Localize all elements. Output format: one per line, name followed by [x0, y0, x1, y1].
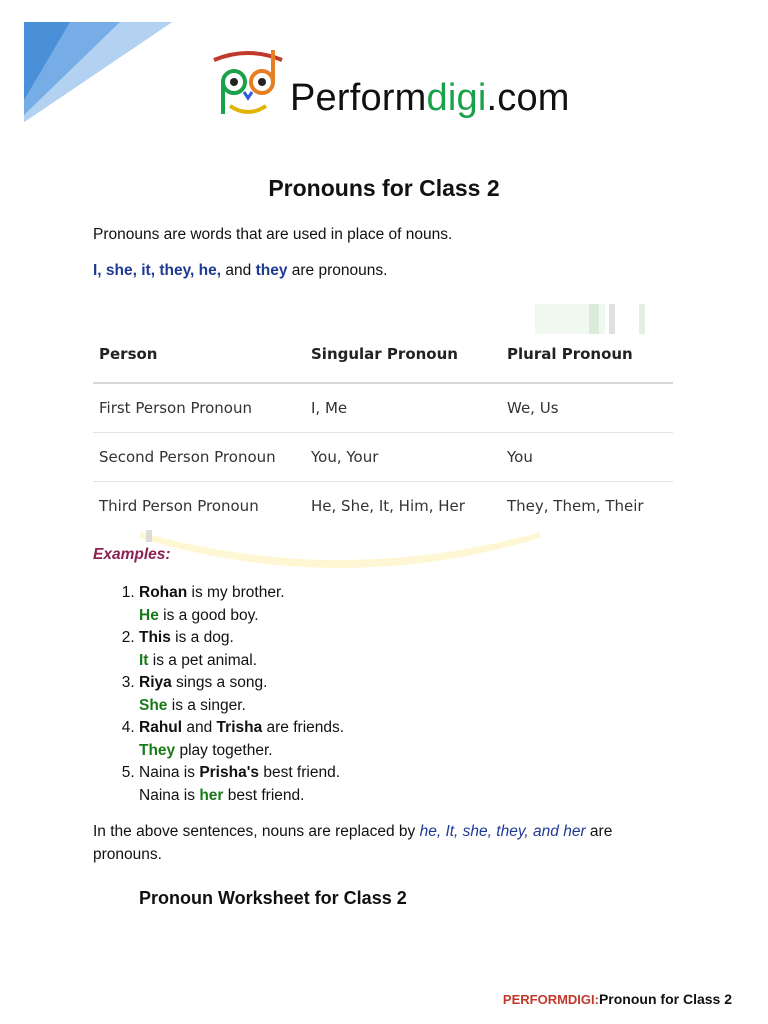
page-footer: PERFORMDIGI:Pronoun for Class 2 [502, 991, 732, 1007]
table-cell: I, Me [305, 383, 501, 433]
example-segment: Prisha's [199, 764, 260, 781]
example-segment: best friend. [223, 786, 305, 804]
table-cell: He, She, It, Him, Her [311, 497, 465, 515]
example-segment: is a singer. [167, 696, 246, 714]
example-segment: It [139, 651, 149, 669]
table-row [93, 433, 673, 482]
table-cell: You [501, 433, 673, 482]
table-cell: We, Us [501, 383, 673, 433]
table-cell: First Person Pronoun [93, 383, 305, 433]
example-segment: sings a song. [171, 674, 268, 691]
page-title: Pronouns for Class 2 [268, 175, 500, 201]
table-row [93, 482, 673, 531]
examples-list [93, 582, 344, 807]
example-segment: is a good boy. [158, 606, 259, 624]
pronoun-list-text: I, she, it, they, he, and they are pronouns. [93, 262, 388, 279]
example-segment: play together. [175, 741, 273, 759]
example-segment: is a dog. [170, 629, 234, 646]
example-line [139, 740, 344, 763]
example-line [139, 627, 344, 650]
example-line [139, 650, 344, 673]
list-item [139, 672, 344, 717]
example-segment: is a pet animal. [148, 651, 258, 669]
logo-text: Performdigi.com [290, 77, 570, 119]
example-line [139, 695, 344, 718]
table-cell: They, Them, Their [507, 497, 644, 515]
example-segment: and [182, 719, 217, 736]
site-logo[interactable] [208, 42, 570, 122]
example-segment: are friends. [262, 719, 345, 736]
summary-text: In the above sentences, nouns are replaced by he, It, she, they, and her are pronouns. [93, 823, 613, 863]
list-item [139, 762, 344, 807]
examples-label: Examples: [93, 546, 171, 563]
example-line [139, 582, 344, 605]
example-segment: He [139, 606, 159, 624]
list-item [139, 627, 344, 672]
example-segment: Rahul [139, 719, 183, 736]
example-line [139, 672, 344, 695]
intro-text: Pronouns are words that are used in place of nouns. [93, 226, 453, 243]
pronoun-table [93, 326, 673, 530]
table-header: Singular Pronoun [305, 326, 501, 383]
example-segment: She [139, 696, 168, 714]
example-line [139, 605, 344, 628]
table-header-row [93, 326, 673, 383]
example-segment: Riya [139, 674, 172, 691]
table-cell: You, Your [305, 433, 501, 482]
table-cell: Second Person Pronoun [93, 433, 305, 482]
table-header: Person [93, 326, 305, 383]
list-item [139, 582, 344, 627]
example-segment: They [139, 741, 176, 759]
worksheet-heading: Pronoun Worksheet for Class 2 [139, 888, 407, 908]
pd-face-logo-icon [208, 42, 288, 122]
corner-triangle-decoration [0, 0, 180, 130]
example-segment: Rohan [139, 584, 188, 601]
table-cell: Third Person Pronoun [99, 497, 259, 515]
example-segment: Naina is [139, 786, 200, 804]
example-line [139, 717, 344, 740]
example-segment: her [199, 786, 224, 804]
list-item [139, 717, 344, 762]
example-segment: Trisha [216, 719, 263, 736]
example-line [139, 785, 344, 808]
table-row [93, 383, 673, 433]
example-segment: This [139, 629, 171, 646]
example-segment: Naina is [139, 764, 200, 781]
example-segment: best friend. [259, 764, 341, 781]
table-header: Plural Pronoun [501, 326, 673, 383]
example-line [139, 762, 344, 785]
example-segment: is my brother. [187, 584, 285, 601]
watermark-arc-decoration [140, 528, 540, 568]
